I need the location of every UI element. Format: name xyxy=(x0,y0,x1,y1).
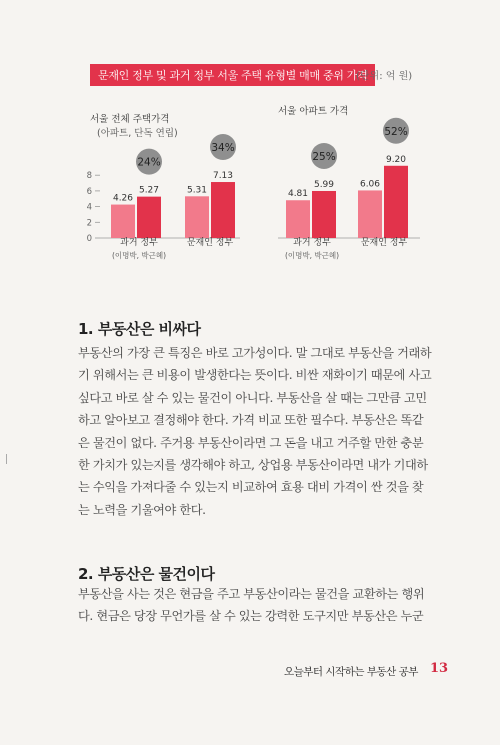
chart2-bar xyxy=(286,200,310,238)
chart2-value-label: 9.20 xyxy=(385,154,407,165)
chart1-bar xyxy=(137,197,161,238)
chart1-bar xyxy=(185,196,209,238)
chart1-growth-label: 34% xyxy=(211,142,235,155)
chart2-category-label: 문재인 정부 xyxy=(360,238,408,248)
section1-paragraph xyxy=(78,342,446,521)
chart2-category-note: (이명박, 박근혜) xyxy=(284,251,340,260)
chart1-value-label: 5.31 xyxy=(186,185,208,196)
paragraph-line: 다. 현금은 당장 무언가를 살 수 있는 강력한 도구지만 부동산은 누군 xyxy=(78,609,424,624)
chart2-growth-label: 25% xyxy=(312,150,336,163)
chart1-value-label: 7.13 xyxy=(212,171,234,182)
chart2-growth-label: 52% xyxy=(384,125,408,138)
chart-unit-label: (단위: 억 원) xyxy=(356,71,413,82)
chart1-y-tick-label: 8 xyxy=(86,171,92,182)
paragraph-line: 부동산을 사는 것은 현금을 주고 부동산이라는 물건을 교환하는 행위 xyxy=(78,587,425,601)
paragraph-line: 은 물건이 없다. 주거용 부동산이라면 그 돈을 내고 거주할 만한 충분 xyxy=(78,435,424,450)
page-number: 13 xyxy=(430,661,449,676)
chart1-value-label: 4.26 xyxy=(112,193,134,204)
price-charts xyxy=(0,90,500,270)
chart1-y-tick-label: 2 xyxy=(86,218,92,229)
chart1-y-tick-label: 0 xyxy=(86,234,92,244)
chart1-category-note: (이명박, 박근혜) xyxy=(111,251,167,260)
running-footer-title: 오늘부터 시작하는 부동산 공부 xyxy=(284,666,418,678)
chart1-value-label: 5.27 xyxy=(138,185,160,196)
paragraph-line: 는 수익을 가져다줄 수 있는지 비교하여 효용 대비 가격이 싼 것을 찾 xyxy=(78,480,424,495)
chart2-value-label: 5.99 xyxy=(313,179,335,190)
paragraph-line: 기 위해서는 큰 비용이 발생한다는 뜻이다. 비싼 재화이기 때문에 사고 xyxy=(78,368,432,383)
paragraph-line: 는 노력을 기울여야 한다. xyxy=(78,502,206,517)
chart1-y-tick-label: 4 xyxy=(86,202,92,213)
chart1-bars xyxy=(111,134,236,238)
chart1-bar xyxy=(211,182,235,238)
paragraph-line: 한 가치가 있는지를 생각해야 하고, 상업용 부동산이라면 내가 기대하 xyxy=(78,458,428,473)
chart2-value-label: 6.06 xyxy=(359,179,381,190)
chart2-bar xyxy=(384,166,408,238)
paragraph-line: 하고 알아보고 결정해야 한다. 가격 비교 또한 필수다. 부동산은 똑같 xyxy=(78,413,424,428)
chart1-subtitle: (아파트, 단독 연립) xyxy=(97,128,178,139)
chart2-category-label: 과거 정부 xyxy=(293,238,331,248)
chart1-y-tick-label: 6 xyxy=(86,186,92,197)
chart-seoul-apartment xyxy=(278,105,420,260)
chart2-bar xyxy=(358,190,382,238)
section2-heading: 2. 부동산은 물건이다 xyxy=(78,565,215,583)
chart-seoul-housing xyxy=(87,113,240,260)
section2-paragraph xyxy=(78,583,446,628)
paragraph-line: 부동산의 가장 큰 특징은 바로 고가성이다. 말 그대로 부동산을 거래하 xyxy=(78,346,432,360)
chart2-bar xyxy=(312,191,336,238)
chart2-bars xyxy=(278,118,420,238)
chart1-category-label: 과거 정부 xyxy=(120,238,158,248)
chart-title-banner: 문재인 정부 및 과거 정부 서울 주택 유형별 매매 중위 가격 xyxy=(90,64,375,86)
chart2-value-label: 4.81 xyxy=(287,189,309,200)
chart1-bar xyxy=(111,205,135,238)
section1-heading: 1. 부동산은 비싸다 xyxy=(78,320,201,338)
chart1-growth-label: 24% xyxy=(137,156,161,169)
chart2-title: 서울 아파트 가격 xyxy=(278,106,349,117)
chart1-title: 서울 전체 주택가격 xyxy=(90,114,170,125)
chart1-category-label: 문재인 정부 xyxy=(186,238,234,248)
page-margin-mark xyxy=(6,454,7,464)
paragraph-line: 싶다고 바로 살 수 있는 물건이 아니다. 부동산을 살 때는 그만큼 고민 xyxy=(78,390,427,405)
